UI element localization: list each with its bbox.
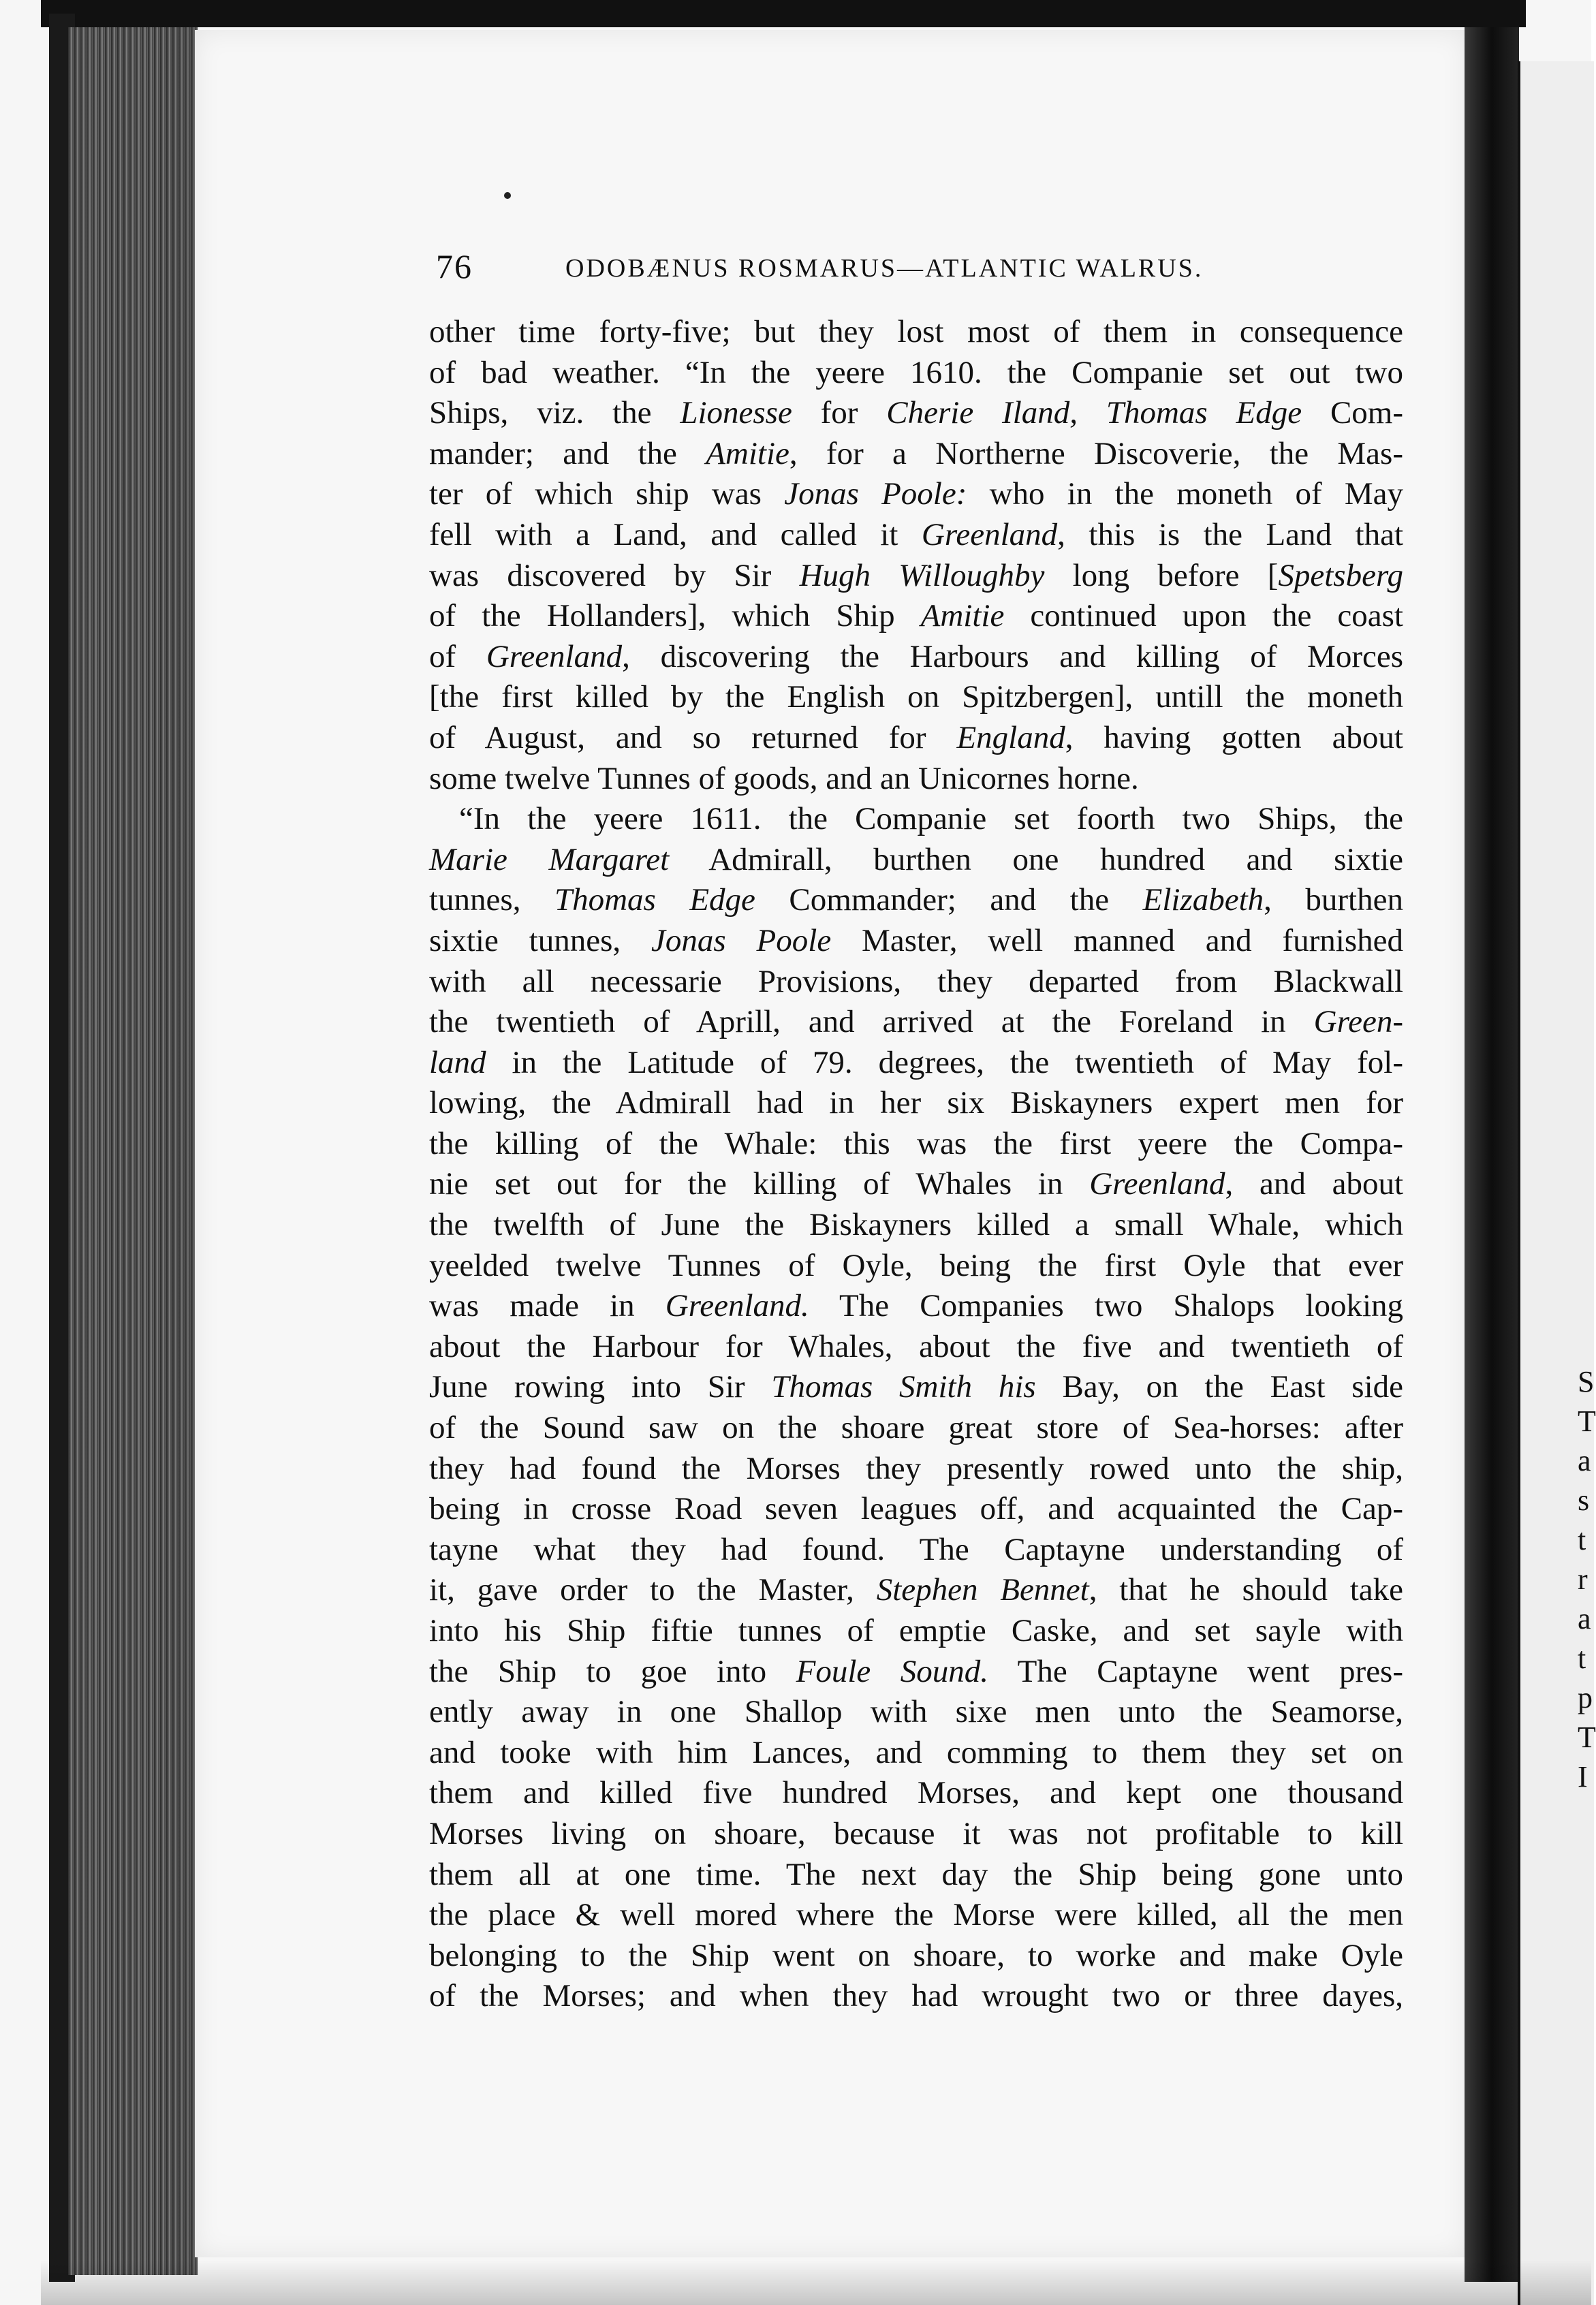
text-segment: them all at one time. The next day the Ship being gone unto [429, 1856, 1403, 1892]
text-segment: , having gotten about [1065, 719, 1403, 755]
text-line [429, 1733, 1403, 1774]
facing-page-letter: r [1578, 1563, 1588, 1596]
text-line [429, 1895, 1403, 1936]
text-segment: tunnes, [429, 882, 554, 918]
text-segment: with all necessarie Provisions, they departed from Blackwall [429, 963, 1403, 999]
text-segment: was discovered by Sir [429, 557, 800, 593]
facing-page-letter: s [1578, 1484, 1590, 1517]
text-segment: , burthen [1264, 882, 1403, 918]
text-line [429, 1449, 1403, 1490]
text-line [429, 921, 1403, 962]
text-line [429, 637, 1403, 678]
text-segment: for [792, 395, 887, 431]
text-line [429, 1773, 1403, 1814]
text-line [429, 1246, 1403, 1287]
text-segment: Morses living on shoare, because it was not profitable to kill [429, 1815, 1403, 1851]
text-segment: some twelve Tunnes of goods, and an Unicornes horne. [429, 760, 1139, 796]
italic-text: Foule Sound. [796, 1653, 988, 1689]
text-line [429, 1286, 1403, 1327]
text-segment: ter of which ship was [429, 476, 785, 512]
text-line [429, 1327, 1403, 1368]
italic-text: Hugh Willoughby [799, 557, 1045, 593]
facing-page-letter: T [1578, 1721, 1596, 1754]
page-edges-shadow [170, 27, 198, 2275]
text-segment: of [429, 638, 486, 674]
text-segment: the twelfth of June the Biskayners killed a small Whale, which [429, 1207, 1403, 1243]
text-segment: Master, well manned and furnished [831, 922, 1403, 958]
text-segment: yeelded twelve Tunnes of Oyle, being the first Oyle that ever [429, 1247, 1403, 1283]
text-segment: of the Hollanders], which Ship [429, 598, 921, 634]
italic-text: land [429, 1044, 486, 1080]
text-line [429, 474, 1403, 515]
text-segment: lowing, the Admirall had in her six Biskayners expert men for [429, 1085, 1403, 1121]
text-segment: , that he should take [1089, 1572, 1404, 1608]
italic-text: Stephen Bennet [876, 1572, 1089, 1608]
text-segment: , discovering the Harbours and killing of Morces [622, 638, 1403, 674]
text-segment: Admirall, burthen one hundred and sixtie [669, 841, 1403, 877]
text-segment: it, gave order to the Master, [429, 1572, 877, 1608]
facing-page-letter: p [1578, 1681, 1593, 1714]
text-line [429, 962, 1403, 1003]
italic-text: Thomas Smith his [771, 1369, 1036, 1405]
text-segment: belonging to the Ship went on shoare, to worke and make Oyle [429, 1937, 1403, 1973]
italic-text: Jonas Poole: [784, 476, 967, 512]
text-segment: “In the yeere 1611. the Companie set foorth two Ships, the [459, 801, 1403, 837]
facing-page-letter: I [1578, 1760, 1588, 1793]
text-line [429, 880, 1403, 921]
text-segment: , this is the Land that [1057, 516, 1403, 552]
text-line [429, 1570, 1403, 1611]
italic-text: Spetsberg [1278, 557, 1403, 593]
facing-page-sliver [1518, 61, 1594, 2305]
text-line [429, 353, 1403, 394]
text-line [429, 1002, 1403, 1043]
ink-speck [504, 192, 511, 199]
text-segment: mander; and the [429, 435, 706, 471]
text-segment: Com- [1302, 395, 1403, 431]
body-text [429, 312, 1403, 2017]
text-segment: The Captayne went pres- [988, 1653, 1403, 1689]
text-segment: them and killed five hundred Morses, and kept one thousand [429, 1775, 1403, 1811]
text-line [429, 1124, 1403, 1165]
italic-text: Elizabeth [1142, 882, 1264, 918]
text-line [429, 1083, 1403, 1124]
text-segment: ently away in one Shallop with sixe men unto the Seamorse, [429, 1694, 1403, 1730]
text-segment: being in crosse Road seven leagues off, and acquainted the Cap- [429, 1491, 1403, 1527]
text-line [429, 1489, 1403, 1530]
italic-text: Amitie [706, 435, 789, 471]
italic-text: Greenland [486, 638, 623, 674]
italic-text: Green- [1313, 1004, 1403, 1040]
text-line [429, 840, 1403, 881]
text-segment: continued upon the coast [1004, 598, 1403, 634]
facing-page-letter: t [1578, 1523, 1586, 1556]
text-line [429, 677, 1403, 718]
italic-text: Greenland. [665, 1288, 809, 1324]
text-segment: The Companies two Shalops looking [809, 1288, 1403, 1324]
text-line [429, 1976, 1403, 2017]
text-segment: about the Harbour for Whales, about the five and twentieth of [429, 1328, 1403, 1364]
text-segment: [the first killed by the English on Spitzbergen], untill the moneth [429, 679, 1403, 715]
text-line [429, 393, 1403, 434]
text-segment: in the Latitude of 79. degrees, the twentieth of May fol- [486, 1044, 1403, 1080]
text-line [429, 515, 1403, 556]
text-line [429, 434, 1403, 475]
italic-text: Marie Margaret [429, 841, 670, 877]
running-head: ODOBÆNUS ROSMARUS—ATLANTIC WALRUS. [565, 254, 1204, 283]
text-segment: sixtie tunnes, [429, 922, 652, 958]
text-segment: the place & well mored where the Morse were killed, all the men [429, 1897, 1403, 1933]
text-segment: other time forty-five; but they lost most of them in consequence [429, 314, 1403, 349]
text-segment: and tooke with him Lances, and comming to them they set on [429, 1734, 1403, 1770]
text-line [429, 759, 1403, 800]
text-segment: June rowing into Sir [429, 1369, 772, 1405]
text-segment: the killing of the Whale: this was the first yeere the Compa- [429, 1125, 1403, 1161]
text-segment: , and about [1225, 1166, 1403, 1202]
text-segment: into his Ship fiftie tunnes of emptie Caske, and set sayle with [429, 1613, 1403, 1648]
text-line [429, 596, 1403, 637]
italic-text: Greenland [1089, 1166, 1225, 1202]
text-segment: the Ship to goe into [429, 1653, 796, 1689]
italic-text: Thomas Edge [554, 882, 755, 918]
italic-text: Amitie [920, 598, 1005, 634]
text-line [429, 1855, 1403, 1896]
text-line [429, 1408, 1403, 1449]
book-gutter [1465, 27, 1519, 2282]
text-segment: Commander; and the [755, 882, 1143, 918]
italic-text: Greenland [921, 516, 1058, 552]
text-segment: of the Morses; and when they had wrought two or three dayes, [429, 1978, 1403, 2014]
text-line [429, 799, 1403, 840]
facing-page-letter: a [1578, 1602, 1591, 1635]
page-number: 76 [436, 247, 473, 285]
text-segment: of the Sound saw on the shoare great store of Sea-horses: after [429, 1410, 1403, 1446]
facing-page-letter: t [1578, 1642, 1586, 1675]
text-segment: fell with a Land, and called it [429, 516, 922, 552]
text-line [429, 1692, 1403, 1733]
text-segment: of August, and so returned for [429, 719, 957, 755]
text-segment: who in the moneth of May [967, 476, 1403, 512]
italic-text: Lionesse [680, 395, 792, 431]
facing-page-letter: T [1578, 1405, 1596, 1438]
text-line [429, 1164, 1403, 1205]
text-segment: Bay, on the East side [1035, 1369, 1403, 1405]
text-segment: of bad weather. “In the yeere 1610. the Companie set out two [429, 354, 1403, 390]
italic-text: England [956, 719, 1065, 755]
text-line [429, 718, 1403, 759]
text-line [429, 312, 1403, 353]
page-header [436, 247, 1390, 294]
text-segment: was made in [429, 1288, 666, 1324]
italic-text: Jonas Poole [651, 922, 832, 958]
facing-page-letter: a [1578, 1444, 1591, 1477]
text-segment: nie set out for the killing of Whales in [429, 1166, 1090, 1202]
text-segment: Ships, viz. the [429, 395, 680, 431]
text-line [429, 1814, 1403, 1855]
text-segment: they had found the Morses they presently rowed unto the ship, [429, 1450, 1403, 1486]
text-segment: , for a Northerne Discoverie, the Mas- [789, 435, 1403, 471]
scan-border-top [41, 0, 1526, 27]
text-segment: long before [ [1044, 557, 1279, 593]
text-line [429, 1530, 1403, 1571]
text-line [429, 1043, 1403, 1084]
scan-bottom-shadow [41, 2260, 1591, 2305]
text-segment: the twentieth of Aprill, and arrived at the Foreland in [429, 1004, 1314, 1040]
text-segment: tayne what they had found. The Captayne understanding of [429, 1531, 1403, 1567]
text-line [429, 1652, 1403, 1693]
text-line [429, 1611, 1403, 1652]
facing-page-letter: S [1578, 1365, 1595, 1398]
text-line [429, 1936, 1403, 1977]
text-line [429, 1367, 1403, 1408]
text-line [429, 556, 1403, 597]
facing-page-text-fragment [1578, 1362, 1596, 1797]
italic-text: Cherie Iland, Thomas Edge [886, 395, 1302, 431]
text-line [429, 1205, 1403, 1246]
